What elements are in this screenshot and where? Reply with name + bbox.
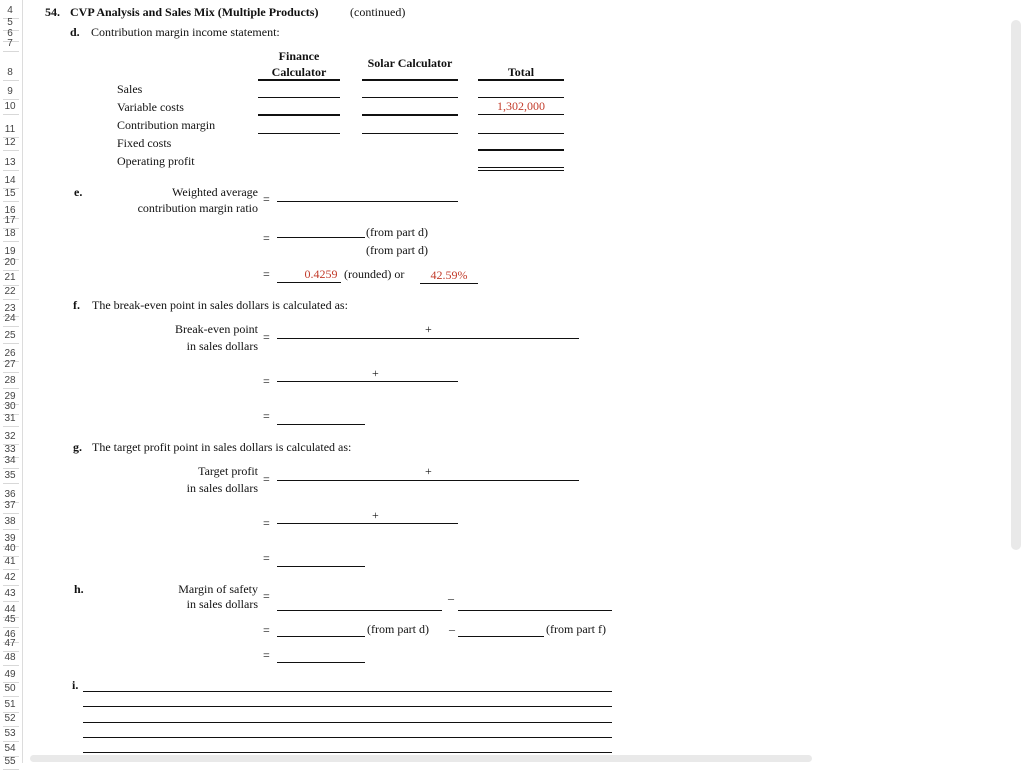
finance-header-underline	[258, 79, 340, 81]
row-number[interactable]: 47	[4, 638, 16, 649]
total-sales-line[interactable]	[478, 97, 564, 98]
part-f-line-2[interactable]	[277, 381, 458, 382]
row-divider	[3, 241, 19, 242]
row-header-gutter	[0, 0, 23, 767]
part-i-answer-line-4[interactable]	[83, 737, 612, 738]
part-f-label-line1: Break-even point	[175, 322, 258, 336]
part-g-equals-2: =	[263, 516, 270, 530]
part-e-percent-line[interactable]	[420, 283, 478, 284]
part-f-equals-3: =	[263, 409, 270, 423]
row-number[interactable]: 28	[4, 375, 16, 386]
row-number[interactable]: 34	[4, 455, 16, 466]
part-e-equals-3: =	[263, 267, 270, 281]
part-g-line-1[interactable]	[277, 480, 579, 481]
row-number[interactable]: 35	[4, 470, 16, 481]
row-divider	[3, 585, 19, 586]
row-number[interactable]: 50	[4, 683, 16, 694]
problem-title-suffix: (continued)	[350, 5, 406, 19]
part-h-equals-3: =	[263, 648, 270, 662]
part-e-ratio-line[interactable]	[277, 282, 341, 283]
row-divider	[3, 529, 19, 530]
row-number[interactable]: 16	[4, 205, 16, 216]
part-h-equals-2: =	[263, 623, 270, 637]
part-e-equals-2: =	[263, 231, 270, 245]
part-f-text: The break-even point in sales dollars is calculated as:	[92, 298, 348, 312]
part-h-line-3[interactable]	[277, 662, 365, 663]
part-i-answer-line-2[interactable]	[83, 706, 612, 707]
row-divider	[3, 601, 19, 602]
row-number[interactable]: 30	[4, 401, 16, 412]
col-header-total: Total	[507, 65, 535, 79]
row-number[interactable]: 31	[4, 413, 16, 424]
part-g-label-line1: Target profit	[198, 464, 258, 478]
row-divider	[3, 627, 19, 628]
total-variable-costs-value: 1,302,000	[497, 99, 545, 113]
row-number[interactable]: 54	[4, 743, 16, 754]
part-g-equals-3: =	[263, 551, 270, 565]
row-number[interactable]: 55	[4, 756, 16, 767]
row-number[interactable]: 42	[4, 572, 16, 583]
row-divider	[3, 99, 19, 100]
row-number[interactable]: 41	[4, 556, 16, 567]
part-e-from-d-2: (from part d)	[366, 243, 428, 257]
part-f-equals-2: =	[263, 374, 270, 388]
part-h-line-2a[interactable]	[277, 636, 365, 637]
row-divider	[3, 468, 19, 469]
row-number[interactable]: 32	[4, 431, 16, 442]
solar-cm-line[interactable]	[362, 133, 458, 134]
row-divider	[3, 201, 19, 202]
row-label-operating-profit: Operating profit	[117, 154, 195, 168]
finance-cm-line[interactable]	[258, 133, 340, 134]
row-divider	[3, 150, 19, 151]
col-header-solar: Solar Calculator	[367, 56, 453, 70]
row-number[interactable]: 6	[7, 28, 13, 39]
row-number[interactable]: 45	[4, 614, 16, 625]
row-number[interactable]: 7	[7, 38, 13, 49]
solar-sales-line[interactable]	[362, 97, 458, 98]
part-e-ratio-value: 0.4259	[304, 267, 338, 281]
row-divider	[3, 388, 19, 389]
total-fixed-costs-line[interactable]	[478, 149, 564, 151]
part-g-plus-1: +	[425, 464, 432, 478]
row-label-contribution-margin: Contribution margin	[117, 118, 216, 132]
row-number[interactable]: 44	[4, 604, 16, 615]
row-number[interactable]: 51	[4, 699, 16, 710]
part-i-answer-line-3[interactable]	[83, 722, 612, 723]
row-divider	[3, 270, 19, 271]
part-g-letter: g.	[73, 440, 82, 454]
row-number[interactable]: 36	[4, 489, 16, 500]
row-number[interactable]: 11	[4, 124, 16, 135]
part-g-line-3[interactable]	[277, 566, 365, 567]
row-number[interactable]: 9	[7, 86, 13, 97]
part-e-label-line1: Weighted average	[172, 185, 258, 199]
part-f-equals-1: =	[263, 330, 270, 344]
row-number[interactable]: 38	[4, 516, 16, 527]
part-i-answer-line-1[interactable]	[83, 691, 612, 692]
part-g-equals-1: =	[263, 472, 270, 486]
part-f-line-3[interactable]	[277, 424, 365, 425]
part-i-letter: i.	[72, 678, 79, 692]
row-number[interactable]: 13	[4, 157, 16, 168]
part-e-answer-line[interactable]	[277, 201, 458, 202]
row-number[interactable]: 25	[4, 330, 16, 341]
row-number[interactable]: 23	[4, 303, 16, 314]
row-divider	[3, 80, 19, 81]
total-cm-line[interactable]	[478, 133, 564, 134]
row-divider	[3, 569, 19, 570]
part-h-line-2b[interactable]	[458, 636, 544, 637]
row-number[interactable]: 46	[4, 629, 16, 640]
row-divider	[3, 741, 19, 742]
row-number[interactable]: 17	[4, 215, 16, 226]
part-f-line-1[interactable]	[277, 338, 579, 339]
part-f-plus-2: +	[372, 366, 379, 380]
row-number[interactable]: 52	[4, 713, 16, 724]
col-header-finance-line2: Calculator	[271, 65, 327, 79]
part-e-numerator-line[interactable]	[277, 237, 365, 238]
row-number[interactable]: 39	[4, 533, 16, 544]
part-e-percent-value: 42.59%	[430, 268, 468, 282]
part-h-minus-2: –	[449, 622, 455, 636]
problem-title: CVP Analysis and Sales Mix (Multiple Products)	[70, 5, 319, 19]
part-e-from-d-1: (from part d)	[366, 225, 428, 239]
row-divider	[3, 299, 19, 300]
row-number[interactable]: 5	[7, 17, 13, 28]
solar-varcost-line[interactable]	[362, 114, 458, 116]
row-number[interactable]: 49	[4, 669, 16, 680]
row-number[interactable]: 19	[4, 246, 16, 257]
part-h-minus-1: –	[448, 591, 454, 605]
row-label-fixed-costs: Fixed costs	[117, 136, 172, 150]
row-number[interactable]: 26	[4, 348, 16, 359]
part-e-label-line2: contribution margin ratio	[137, 201, 258, 215]
row-divider	[3, 513, 19, 514]
part-e-letter: e.	[74, 185, 83, 199]
row-divider	[3, 665, 19, 666]
row-divider	[3, 372, 19, 373]
part-h-letter: h.	[74, 582, 84, 596]
part-h-line-1a[interactable]	[277, 610, 442, 611]
row-divider	[3, 483, 19, 484]
row-number[interactable]: 40	[4, 543, 16, 554]
part-g-text: The target profit point in sales dollars is calculated as:	[92, 440, 352, 454]
part-e-equals-1: =	[263, 192, 270, 206]
part-f-plus-1: +	[425, 322, 432, 336]
row-number[interactable]: 29	[4, 391, 16, 402]
row-number[interactable]: 24	[4, 313, 16, 324]
row-label-variable-costs: Variable costs	[117, 100, 184, 114]
part-h-from-d: (from part d)	[367, 622, 429, 636]
row-divider	[3, 726, 19, 727]
row-divider	[3, 170, 19, 171]
row-divider	[3, 696, 19, 697]
row-number[interactable]: 37	[4, 500, 16, 511]
row-number[interactable]: 48	[4, 652, 16, 663]
row-number[interactable]: 43	[4, 588, 16, 599]
finance-sales-line[interactable]	[258, 97, 340, 98]
row-number[interactable]: 15	[4, 188, 16, 199]
row-number[interactable]: 20	[4, 257, 16, 268]
part-f-label-line2: in sales dollars	[186, 339, 258, 353]
part-h-label-line2: in sales dollars	[186, 597, 258, 611]
row-number[interactable]: 33	[4, 444, 16, 455]
row-divider	[3, 326, 19, 327]
row-number[interactable]: 4	[7, 5, 13, 16]
part-f-letter: f.	[73, 298, 80, 312]
part-g-label-line2: in sales dollars	[186, 481, 258, 495]
solar-header-underline	[362, 79, 458, 81]
part-g-line-2[interactable]	[277, 523, 458, 524]
row-divider	[3, 51, 19, 52]
part-h-label-line1: Margin of safety	[178, 582, 258, 596]
finance-varcost-line[interactable]	[258, 114, 340, 116]
row-number[interactable]: 14	[4, 175, 16, 186]
part-e-rounded-or: (rounded) or	[344, 267, 405, 281]
row-number[interactable]: 27	[4, 359, 16, 370]
row-number[interactable]: 18	[4, 228, 16, 239]
row-divider	[3, 426, 19, 427]
row-divider	[3, 343, 19, 344]
row-number[interactable]: 22	[4, 286, 16, 297]
row-number[interactable]: 8	[7, 67, 13, 78]
row-number[interactable]: 21	[4, 272, 16, 283]
horizontal-scrollbar[interactable]	[30, 755, 812, 762]
row-divider	[3, 114, 19, 115]
problem-number: 54.	[45, 5, 60, 19]
part-d-letter: d.	[70, 25, 80, 39]
vertical-scrollbar[interactable]	[1011, 20, 1021, 550]
row-number[interactable]: 12	[4, 137, 16, 148]
total-op-profit-line-1[interactable]	[478, 167, 564, 168]
row-label-sales: Sales	[117, 82, 143, 96]
row-number[interactable]: 53	[4, 728, 16, 739]
total-op-profit-line-2[interactable]	[478, 170, 564, 171]
part-h-equals-1: =	[263, 589, 270, 603]
col-header-finance-line1: Finance	[278, 49, 320, 63]
total-header-underline	[478, 79, 564, 81]
total-varcost-line[interactable]	[478, 114, 564, 115]
part-h-line-1b[interactable]	[458, 610, 612, 611]
part-i-answer-line-5[interactable]	[83, 752, 612, 753]
part-g-plus-2: +	[372, 508, 379, 522]
row-number[interactable]: 10	[4, 101, 16, 112]
part-h-from-f: (from part f)	[546, 622, 606, 636]
part-d-title: Contribution margin income statement:	[91, 25, 280, 39]
